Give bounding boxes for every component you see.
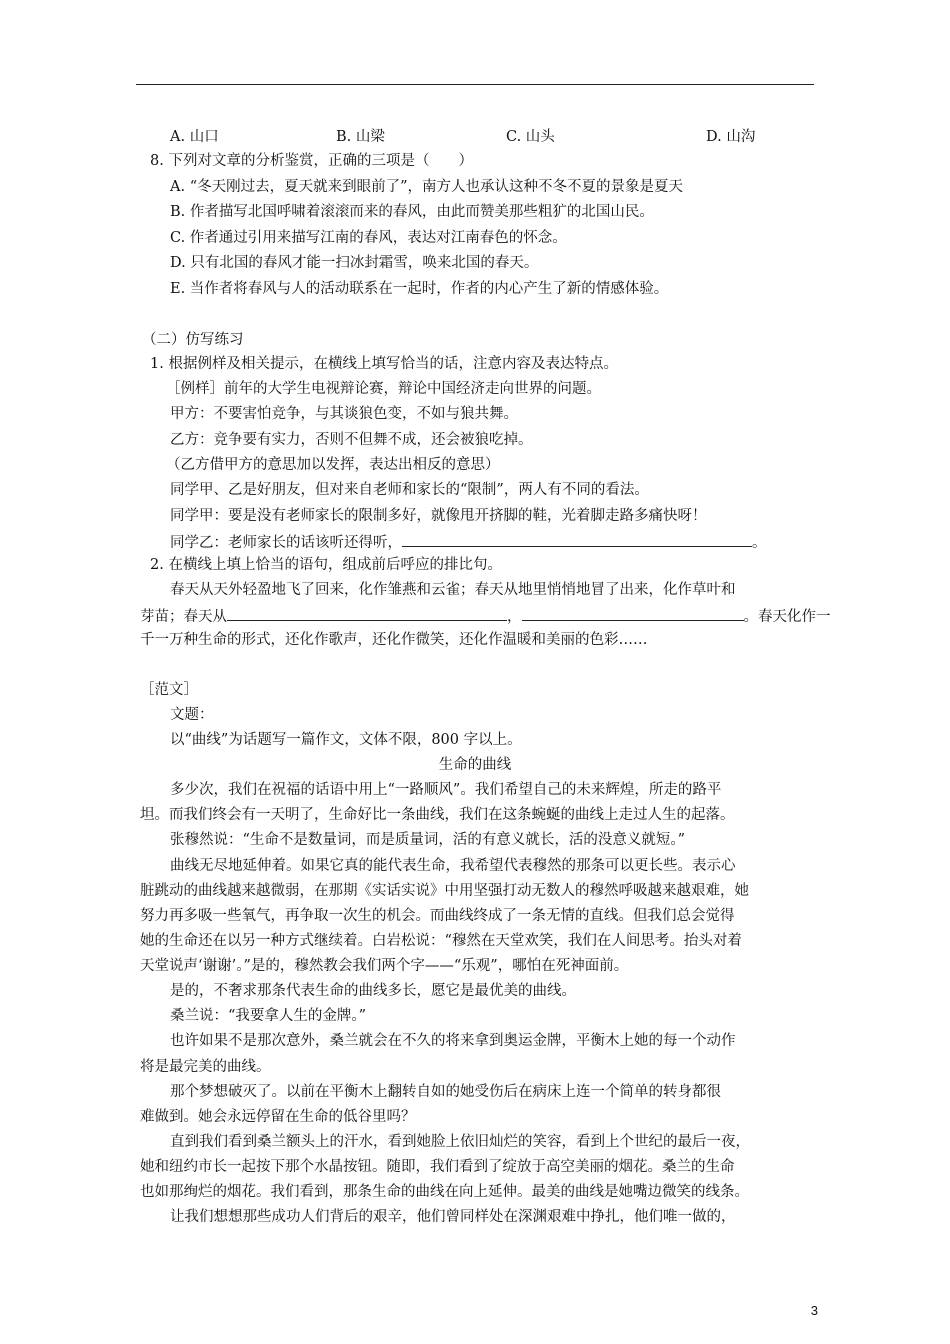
q1-stem: 1. 根据例样及相关提示，在横线上填写恰当的话，注意内容及表达特点。 <box>150 356 618 372</box>
q1-line: 同学甲：要是没有老师家长的限制多好，就像甩开挤脚的鞋，光着脚走路多痛快呀！ <box>170 508 707 524</box>
q2-line: 春天从天外轻盈地飞了回来，化作雏燕和云雀；春天从地里悄悄地冒了出来，化作草叶和 <box>170 582 736 598</box>
header-rule <box>136 84 814 85</box>
q2-line-a: 芽苗；春天从 <box>140 609 227 625</box>
essay-line: 张穆然说：“生命不是数量词，而是质量词，活的有意义就长，活的没意义就短。” <box>170 832 686 848</box>
q8-stem: 8. 下列对文章的分析鉴赏，正确的三项是（ ） <box>150 153 473 169</box>
q1-fill-line <box>170 531 767 553</box>
prompt-label: 文题： <box>170 707 214 723</box>
essay-line: 难做到。她会永远停留在生命的低谷里吗？ <box>140 1109 416 1125</box>
page-number: 3 <box>810 1303 818 1318</box>
model-essay-label: ［范文］ <box>140 682 198 698</box>
q7-option-a: A. 山口 <box>170 129 219 145</box>
q8-option-c: C. 作者通过引用来描写江南的春风，表达对江南春色的怀念。 <box>170 230 567 246</box>
q1-line: 同学甲、乙是好朋友，但对来自老师和家长的“限制”，两人有不同的看法。 <box>170 482 649 498</box>
essay-line: 直到我们看到桑兰额头上的汗水，看到她脸上依旧灿烂的笑容，看到上个世纪的最后一夜， <box>170 1134 750 1150</box>
essay-line: 她和纽约市长一起按下那个水晶按钮。随即，我们看到了绽放于高空美丽的烟花。桑兰的生命 <box>140 1159 735 1175</box>
essay-line: 桑兰说：“我要拿人生的金牌。” <box>170 1008 367 1024</box>
essay-line: 天堂说声‘谢谢’。”是的，穆然教会我们两个字——“乐观”，哪怕在死神面前。 <box>140 958 629 974</box>
essay-line: 坦。而我们终会有一天明了，生命好比一条曲线，我们在这条蜿蜒的曲线上走过人生的起落。 <box>140 807 735 823</box>
q2-stem: 2. 在横线上填上恰当的语句，组成前后呼应的排比句。 <box>150 557 502 573</box>
q1-fill-suffix: 。 <box>752 535 767 551</box>
q7-option-b: B. 山梁 <box>336 129 385 145</box>
essay-line: 努力再多吸一些氧气，再争取一次生的机会。而曲线终成了一条无情的直线。但我们总会觉得 <box>140 908 735 924</box>
q2-line-c: 。春天化作一 <box>743 609 831 625</box>
essay-line: 也如那绚烂的烟花。我们看到，那条生命的曲线在向上延伸。最美的曲线是她嘴边微笑的线条。 <box>140 1184 749 1200</box>
q1-line: ［例样］前年的大学生电视辩论赛，辩论中国经济走向世界的问题。 <box>166 381 601 397</box>
q1-line: 甲方：不要害怕竞争，与其谈狼色变，不如与狼共舞。 <box>170 406 518 422</box>
essay-line: 将是最完美的曲线。 <box>140 1059 271 1075</box>
essay-title: 生命的曲线 <box>438 757 512 773</box>
essay-line: 也许如果不是那次意外，桑兰就会在不久的将来拿到奥运金牌，平衡木上她的每一个动作 <box>170 1033 736 1049</box>
essay-line: 让我们想想那些成功人们背后的艰辛，他们曾同样处在深渊艰难中挣扎，他们唯一做的， <box>170 1209 736 1225</box>
q2-line: 千一万种生命的形式，还化作歌声，还化作微笑，还化作温暖和美丽的色彩…… <box>140 632 648 648</box>
essay-line: 脏跳动的曲线越来越微弱，在那期《实话实说》中用坚强打动无数人的穆然呼吸越来越艰难，她 <box>140 883 749 899</box>
q8-option-d: D. 只有北国的春风才能一扫冰封霜雪，唤来北国的春天。 <box>170 255 539 271</box>
essay-line: 多少次，我们在祝福的话语中用上“一路顺风”。我们希望自己的未来辉煌，所走的路平 <box>170 782 722 798</box>
q7-option-d: D. 山沟 <box>706 129 756 145</box>
section-heading: （二）仿写练习 <box>142 332 244 348</box>
answer-blank[interactable] <box>522 605 744 621</box>
q2-line <box>140 605 831 627</box>
q1-fill-prefix: 同学乙：老师家长的话该听还得听， <box>170 535 402 551</box>
q1-line: （乙方借甲方的意思加以发挥，表达出相反的意思） <box>166 457 500 473</box>
q8-option-e: E. 当作者将春风与人的活动联系在一起时，作者的内心产生了新的情感体验。 <box>170 281 669 297</box>
q8-option-b: B. 作者描写北国呼啸着滚滚而来的春风，由此而赞美那些粗犷的北国山民。 <box>170 204 654 220</box>
answer-blank[interactable] <box>227 605 507 621</box>
q8-option-a: A. “冬天刚过去，夏天就来到眼前了”，南方人也承认这种不冬不夏的景象是夏天 <box>170 179 684 195</box>
q2-line-b: ， <box>507 609 522 625</box>
essay-line: 是的，不奢求那条代表生命的曲线多长，愿它是最优美的曲线。 <box>170 983 576 999</box>
answer-blank[interactable] <box>402 531 752 547</box>
q1-line: 乙方：竞争要有实力，否则不但舞不成，还会被狼吃掉。 <box>170 432 533 448</box>
essay-line: 那个梦想破灭了。以前在平衡木上翻转自如的她受伤后在病床上连一个简单的转身都很 <box>170 1084 721 1100</box>
q7-option-c: C. 山头 <box>506 129 555 145</box>
essay-line: 曲线无尽地延伸着。如果它真的能代表生命，我希望代表穆然的那条可以更长些。表示心 <box>170 858 736 874</box>
essay-line: 她的生命还在以另一种方式继续着。白岩松说：“穆然在天堂欢笑，我们在人间思考。抬头对着 <box>140 933 742 949</box>
essay-prompt: 以“曲线”为话题写一篇作文，文体不限，800 字以上。 <box>170 732 522 748</box>
